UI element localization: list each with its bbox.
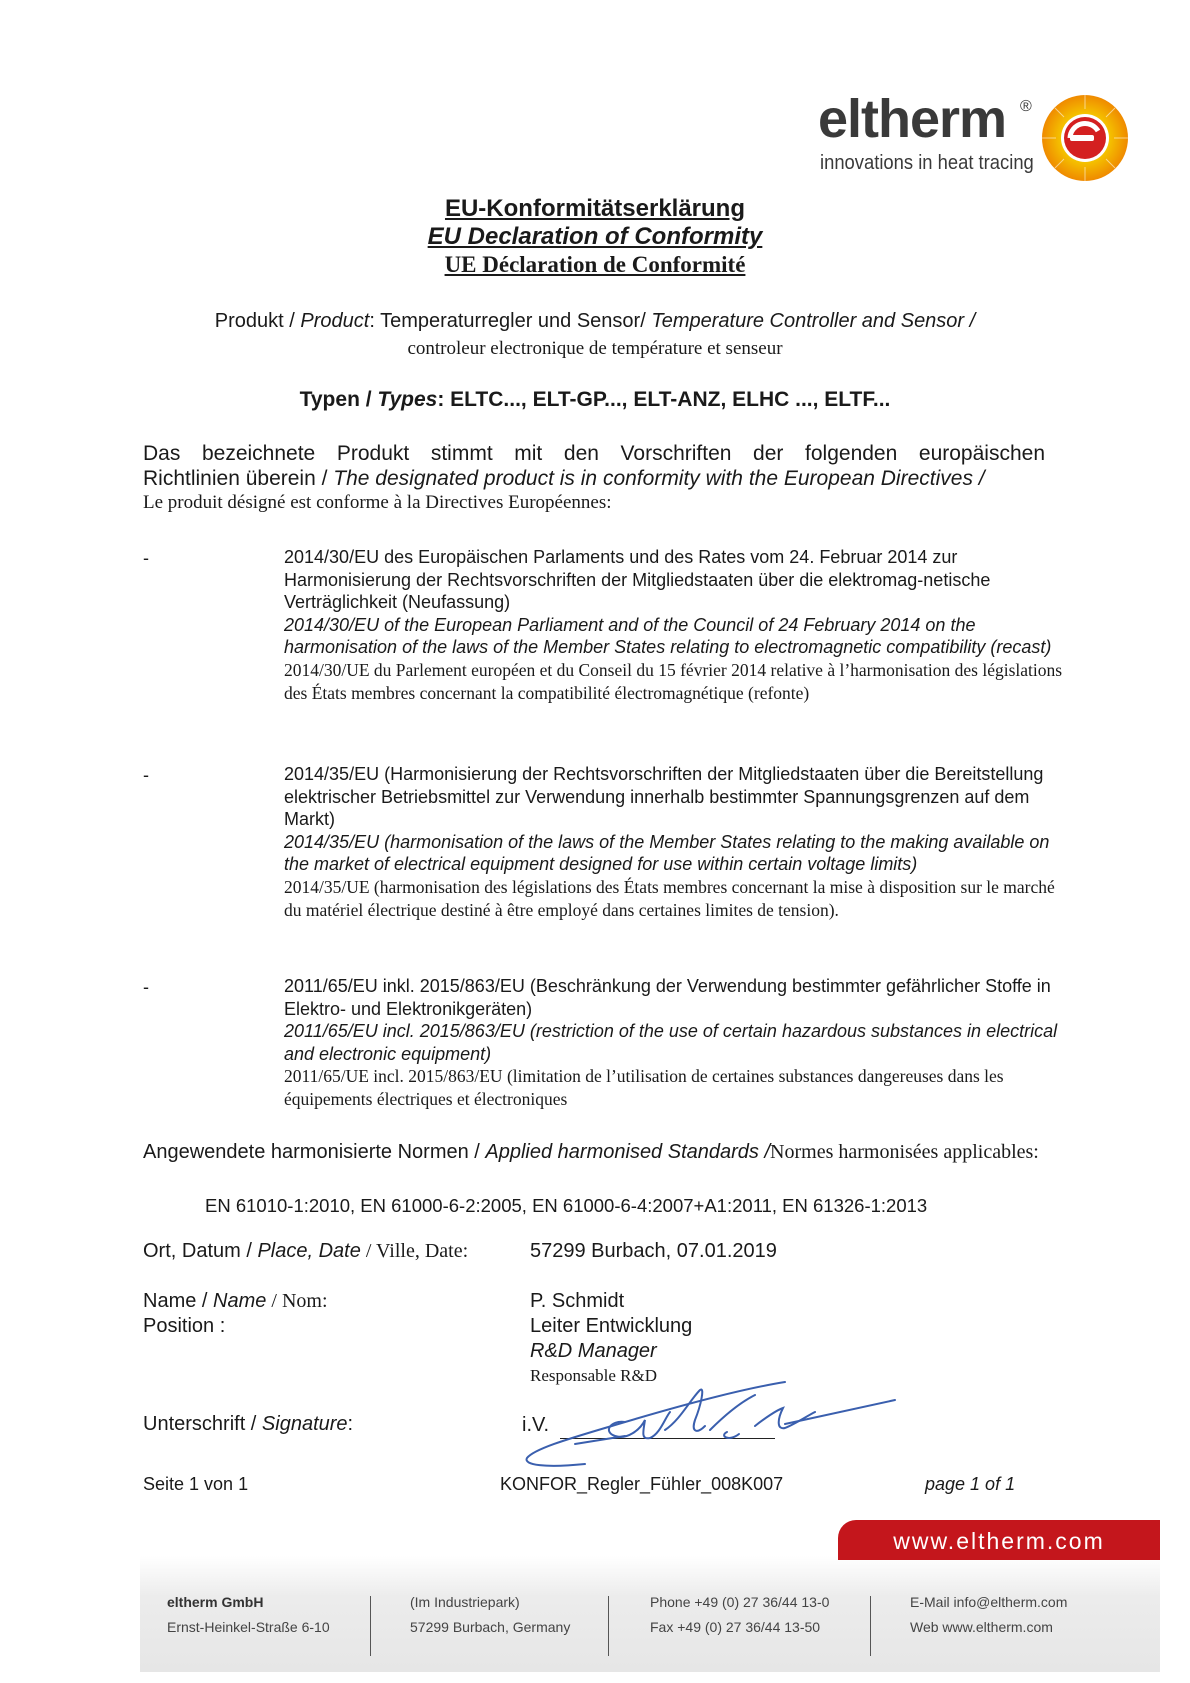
- signer-role-en: R&D Manager: [530, 1340, 657, 1362]
- handwritten-signature: [515, 1360, 905, 1470]
- footer-address: [410, 1590, 570, 1640]
- page-number-de: Seite 1 von 1: [143, 1474, 249, 1494]
- standards-label-de: Angewendete harmonisierte Normen /: [143, 1141, 486, 1163]
- intro-english: The designated product is in conformity with the European Directives /: [333, 467, 985, 490]
- name-label-en: Name: [213, 1290, 267, 1312]
- title-english: EU Declaration of Conformity: [427, 223, 763, 250]
- signature-label: [143, 1413, 353, 1436]
- company-park: (Im Industriepark): [410, 1594, 520, 1610]
- logo-wordmark: eltherm: [818, 89, 1007, 149]
- name-label: [143, 1290, 328, 1313]
- standards-list: EN 61010-1:2010, EN 61000-6-2:2005, EN 61000-6-4:2007+A1:2011, EN 61326-1:2013: [205, 1195, 928, 1216]
- signature-label-de: Unterschrift /: [143, 1413, 262, 1435]
- intro-german-end: Richtlinien überein /: [143, 467, 334, 490]
- standards-heading: [143, 1140, 1045, 1164]
- company-city: 57299 Burbach, Germany: [410, 1619, 571, 1635]
- footer-divider: [608, 1596, 609, 1656]
- company-web[interactable]: Web www.eltherm.com: [910, 1619, 1053, 1635]
- place-date-label: [143, 1240, 468, 1263]
- registered-mark: ®: [1020, 98, 1032, 115]
- directive-text-de: 2014/30/EU des Europäischen Parlaments und des Rates vom 24. Februar 2014 zur Harmonisierung der Rechtsvorschriften der Mitgliedstaaten über die elektromag-netische Verträglichkeit (Neufassung): [284, 547, 991, 612]
- intro-german: Das bezeichnete Produkt stimmt mit den Vorschriften der folgenden europäischen: [143, 442, 1045, 465]
- directive-rohs: [284, 975, 1064, 1111]
- name-label-de: Name /: [143, 1290, 214, 1312]
- types-label-de: Typen /: [299, 388, 378, 411]
- standards-label-fr: Normes harmonisées applicables:: [770, 1141, 1039, 1163]
- place-label-fr: / Ville, Date:: [360, 1240, 469, 1262]
- product-value-de: : Temperaturregler und Sensor/: [369, 310, 652, 332]
- page-number-en: page 1 of 1: [925, 1474, 1016, 1494]
- eltherm-sun-logo-icon: [1040, 93, 1130, 183]
- title-french: UE Déclaration de Conformité: [444, 252, 746, 277]
- types-value: : ELTC..., ELT-GP..., ELT-ANZ, ELHC ..., ELTF...: [437, 388, 891, 411]
- title-german: EU-Konformitätserklärung: [444, 195, 746, 222]
- footer-divider: [370, 1596, 371, 1656]
- directive-bullet: -: [143, 977, 149, 997]
- signer-name: P. Schmidt: [530, 1290, 625, 1312]
- directive-low-voltage: [284, 763, 1064, 922]
- logo-tagline: innovations in heat tracing: [820, 152, 1034, 174]
- signature-prefix: i.V.: [522, 1414, 550, 1436]
- signer-role-fr: Responsable R&D: [530, 1366, 658, 1385]
- types-line: [0, 388, 1190, 412]
- signer-role-de: Leiter Entwicklung: [530, 1315, 693, 1337]
- directive-text-fr: 2011/65/UE incl. 2015/863/EU (limitation de l’utilisation de certaines substances dangereuses dans les équipements électriques et électroniques: [284, 1066, 1004, 1109]
- place-label-en: Place, Date: [257, 1240, 361, 1262]
- place-date-value: 57299 Burbach, 07.01.2019: [530, 1240, 777, 1262]
- signature-label-en: Signature: [261, 1413, 348, 1435]
- directive-text-de: 2014/35/EU (Harmonisierung der Rechtsvorschriften der Mitgliedstaaten über die Bereitstellung elektrischer Betriebsmittel zur Verwendung innerhalb bestimmter Spannungsgrenzen auf dem Markt): [284, 764, 1044, 829]
- intro-french: Le produit désigné est conforme à la Directives Européennes:: [143, 492, 612, 513]
- document-code: KONFOR_Regler_Fühler_008K007: [500, 1474, 784, 1494]
- place-label-de: Ort, Datum /: [143, 1240, 258, 1262]
- company-name: eltherm GmbH: [167, 1594, 264, 1610]
- directive-bullet: -: [143, 765, 149, 785]
- product-label-de: Produkt /: [214, 310, 301, 332]
- company-phone: Phone +49 (0) 27 36/44 13-0: [650, 1594, 830, 1610]
- footer-phone: [650, 1590, 829, 1640]
- footer-company: [167, 1590, 330, 1640]
- directive-text-en: 2014/30/EU of the European Parliament and of the Council of 24 February 2014 on the harmonisation of the laws of the Member States relating to electromagnetic compatibility (recast): [284, 614, 1052, 657]
- directive-text-fr: 2014/35/UE (harmonisation des législations des États membres concernant la mise à disposition sur le marché du matériel électrique destiné à être employé dans certaines limites de tension).: [284, 876, 1055, 920]
- directive-text-en: 2014/35/EU (harmonisation of the laws of the Member States relating to the making available on the market of electrical equipment designed for use within certain voltage limits): [284, 831, 1050, 874]
- directive-text-en: 2011/65/EU incl. 2015/863/EU (restriction of the use of certain hazardous substances in electrical and electronic equipment): [284, 1021, 1058, 1064]
- directive-emc: [284, 546, 1064, 705]
- product-label-en: Product: [300, 310, 370, 332]
- footer-divider: [870, 1596, 871, 1656]
- website-url[interactable]: www.eltherm.com: [893, 1528, 1105, 1554]
- product-value-fr: controleur electronique de température et senseur: [407, 338, 783, 359]
- directive-bullet: -: [143, 548, 149, 568]
- types-label-en: Types: [377, 388, 438, 411]
- intro-line-2: [143, 467, 1045, 491]
- company-fax: Fax +49 (0) 27 36/44 13-50: [650, 1619, 821, 1635]
- signature-label-colon: :: [347, 1413, 354, 1435]
- company-street: Ernst-Heinkel-Straße 6-10: [167, 1619, 330, 1635]
- company-email[interactable]: E-Mail info@eltherm.com: [910, 1594, 1068, 1610]
- standards-label-en: Applied harmonised Standards /: [485, 1141, 771, 1163]
- product-value-en: Temperature Controller and Sensor /: [651, 310, 976, 332]
- directive-text-fr: 2014/30/UE du Parlement européen et du Conseil du 15 février 2014 relative à l’harmonisation des législations des États membres concernant la compatibilité électromagnétique (refonte): [284, 659, 1063, 703]
- name-label-fr: / Nom:: [266, 1290, 328, 1312]
- product-line: [0, 310, 1190, 333]
- footer-contact: [910, 1590, 1067, 1640]
- position-label: Position :: [143, 1315, 226, 1337]
- directive-text-de: 2011/65/EU inkl. 2015/863/EU (Beschränkung der Verwendung bestimmter gefährlicher Stoffe in Elektro- und Elektronikgeräten): [284, 976, 1051, 1019]
